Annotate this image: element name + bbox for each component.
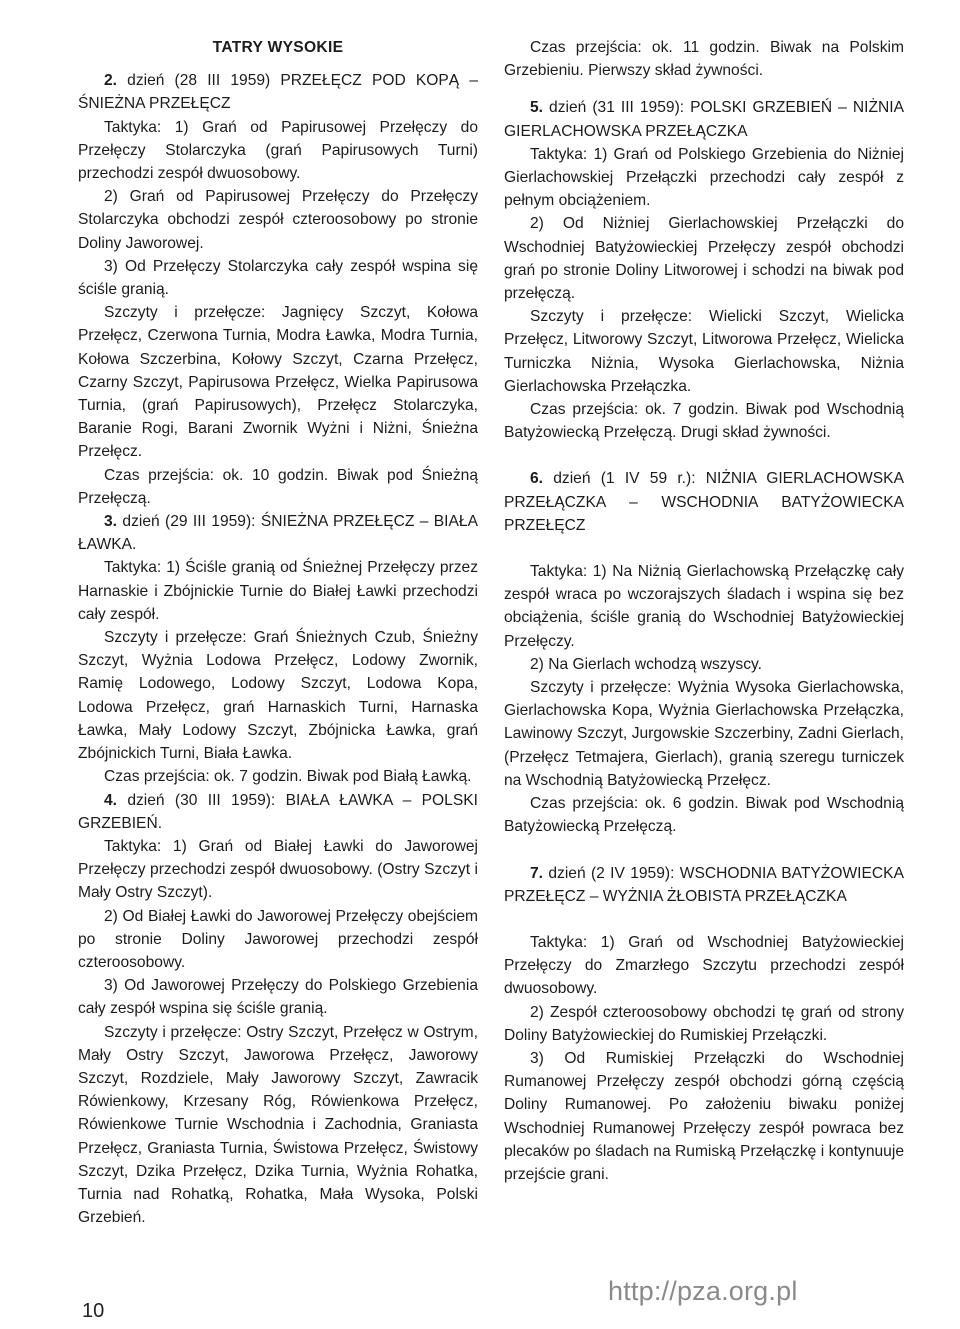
day-title: dzień (28 III 1959) PRZEŁĘCZ POD KOPĄ – ŚNIEŻNA PRZEŁĘCZ xyxy=(78,72,478,113)
paragraph: 2) Zespół czteroosobowy obchodzi tę grań od strony Doliny Batyżowieckiej do Rumiskiej Przełączki. xyxy=(504,1003,904,1044)
day-6-heading xyxy=(504,467,904,537)
spacer xyxy=(504,839,904,862)
day-title: dzień (30 III 1959): BIAŁA ŁAWKA – POLSKI GRZEBIEŃ. xyxy=(78,791,478,832)
day-number: 7. xyxy=(530,864,544,882)
paragraph: Czas przejścia: ok. 11 godzin. Biwak na Polskim Grzebieniu. Pierwszy skład żywności. xyxy=(504,39,904,80)
running-header: TATRY WYSOKIE xyxy=(212,39,344,56)
paragraph: Taktyka: 1) Grań od Polskiego Grzebienia do Niżniej Gierlachowskiej Przełączki przechodzi cały zespół z pełnym obciążeniem. xyxy=(504,145,904,210)
paragraph: Szczyty i przełęcze: Wielicki Szczyt, Wielicka Przełęcz, Litworowy Szczyt, Litworowa Przełęcz, Wielicka Turniczka Niżnia, Wysoka Gierlachowska, Niżnia Gierlachowska Przełączka. xyxy=(504,308,904,395)
day-number: 4. xyxy=(104,791,118,809)
paragraph: 3) Od Przełęczy Stolarczyka cały zespół wspina się ściśle granią. xyxy=(78,257,478,299)
paragraph: Szczyty i przełęcze: Grań Śnieżnych Czub, Śnieżny Szczyt, Wyżnia Lodowa Przełęcz, Lodowy Zwornik, Ramię Lodowego, Lodowy Szczyt, Lodowa Kopa, Lodowa Przełęcz, grań Harnaskich Turni, Harnaska Ławka, Mały Lodowy Szczyt, Zbójnicka Ławka, grań Zbójnickich Turni, Biała Ławka. xyxy=(78,629,478,763)
day-title: dzień (2 IV 1959): WSCHODNIA BATYŻOWIECKA PRZEŁĘCZ – WYŻNIA ŻŁOBISTA PRZEŁĄCZKA xyxy=(504,864,904,905)
paragraph: Czas przejścia: ok. 6 godzin. Biwak pod Wschodnią Batyżowiecką Przełęczą. xyxy=(504,795,904,836)
paragraph: Taktyka: 1) Grań od Wschodniej Batyżowieckiej Przełęczy do Zmarzłego Szczytu przechodzi zespół dwuosobowy. xyxy=(504,933,904,998)
paragraph: Szczyty i przełęcze: Ostry Szczyt, Przełęcz w Ostrym, Mały Ostry Szczyt, Jaworowa Przełęcz, Jaworowy Szczyt, Rozdziele, Mały Jaworowy Szczyt, Zawracik Rówienkowy, Krzesany Róg, Rówienkowa Przełęcz, Rówienkowe Turnie Wschodnia i Zachodnia, Graniasta Przełęcz, Graniasta Turnia, Świstowa Przełęcz, Świstowy Szczyt, Dzika Przełęcz, Dzika Turnia, Wyżnia Rohatka, Turnia nad Rohatką, Rohatka, Mała Wysoka, Polski Grzebień. xyxy=(78,1023,478,1227)
paragraph: 2) Na Gierlach wchodzą wszyscy. xyxy=(530,655,762,673)
paragraph: 3) Od Jaworowej Przełęczy do Polskiego Grzebienia cały zespół wspina się ściśle granią. xyxy=(78,977,478,1018)
paragraph: Szczyty i przełęcze: Wyżnia Wysoka Gierlachowska, Gierlachowska Kopa, Wyżnia Gierlachowska Przełączka, Lawinowy Szczyt, Jurgowskie Szczerbiny, Zadni Gierlach, (Przełęcz Tetmajera, Gierlach), granią szeregu turniczek na Wschodnią Batyżowiecką Przełęcz. xyxy=(504,679,904,789)
day-2-heading xyxy=(78,69,478,115)
watermark-url: http://pza.org.pl xyxy=(608,1276,798,1306)
paragraph: 3) Od Rumiskiej Przełączki do Wschodniej Rumanowej Przełęczy zespół obchodzi górną częścią Doliny Rumanowej. Po założeniu biwaku poniżej Wschodniej Rumanowej Przełęczy zespół powraca bez plecaków po śladach na Rumiską Przełączkę i kontynuuje przejście grani. xyxy=(504,1049,904,1183)
paragraph: Taktyka: 1) Ściśle granią od Śnieżnej Przełęczy przez Harnaskie i Zbójnickie Turnie do Białej Ławki przechodzi cały zespół. xyxy=(78,559,478,623)
day-5-heading xyxy=(504,96,904,142)
paragraph: Czas przejścia: ok. 7 godzin. Biwak pod Wschodnią Batyżowiecką Przełęczą. Drugi skład żywności. xyxy=(504,401,904,442)
day-7-heading xyxy=(504,862,904,908)
paragraph: Czas przejścia: ok. 7 godzin. Biwak pod Białą Ławką. xyxy=(104,768,472,786)
paragraph: Szczyty i przełęcze: Jagnięcy Szczyt, Kołowa Przełęcz, Czerwona Turnia, Modra Ławka, Modra Turnia, Kołowa Szczerbina, Kołowy Szczyt, Czarna Przełęcz, Czarny Szczyt, Papirusowa Przełęcz, Wielka Papirusowa Turnia, (grań Papirusowych), Przełęcz Stolarczyka, Baranie Rogi, Barani Zwornik Wyżni i Niżni, Śnieżna Przełęcz. xyxy=(78,304,478,461)
paragraph: Taktyka: 1) Na Niżnią Gierlachowską Przełączkę cały zespół wraca po wczorajszych śladach i wspina się bez obciążenia, ściśle granią do Wschodniej Batyżowieckiej Przełęczy. xyxy=(504,563,904,650)
paragraph: 2) Od Białej Ławki do Jaworowej Przełęczy obejściem po stronie Doliny Jaworowej przechodzi zespół czteroosobowy. xyxy=(78,907,478,971)
day-number: 6. xyxy=(530,470,544,488)
day-number: 3. xyxy=(104,513,118,531)
day-number: 2. xyxy=(104,72,118,90)
paragraph: Taktyka: 1) Grań od Białej Ławki do Jaworowej Przełęczy przechodzi zespół dwuosobowy. (Ostry Szczyt i Mały Ostry Szczyt). xyxy=(78,837,478,902)
spacer xyxy=(504,82,904,96)
day-title: dzień (29 III 1959): ŚNIEŻNA PRZEŁĘCZ – BIAŁA ŁAWKA. xyxy=(78,513,478,554)
paragraph: 2) Grań od Papirusowej Przełęczy do Przełęczy Stolarczyka obchodzi zespół czteroosobowy po stronie Doliny Jaworowej. xyxy=(78,188,478,252)
day-title: dzień (31 III 1959): POLSKI GRZEBIEŃ – NIŻNIA GIERLACHOWSKA PRZEŁĄCZKA xyxy=(504,99,904,140)
day-number: 5. xyxy=(530,99,544,117)
spacer xyxy=(504,908,904,931)
paragraph: Czas przejścia: ok. 10 godzin. Biwak pod Śnieżną Przełęczą. xyxy=(78,466,478,507)
left-column xyxy=(78,36,478,1229)
right-column xyxy=(504,36,904,1186)
day-4-heading xyxy=(78,789,478,835)
page-number: 10 xyxy=(82,1300,105,1322)
day-3-heading xyxy=(78,510,478,556)
spacer xyxy=(504,537,904,560)
spacer xyxy=(504,444,904,467)
paragraph: 2) Od Niżniej Gierlachowskiej Przełączki do Wschodniej Batyżowieckiej Przełęczy zespół obchodzi grań po stronie Doliny Litworowej i schodzi na biwak pod przełęczą. xyxy=(504,215,904,303)
day-title: dzień (1 IV 59 r.): NIŻNIA GIERLACHOWSKA PRZEŁĄCZKA – WSCHODNIA BATYŻOWIECKA PRZEŁĘCZ xyxy=(504,470,904,534)
paragraph: Taktyka: 1) Grań od Papirusowej Przełęczy do Przełęczy Stolarczyka (grań Papirusowych Turni) przechodzi zespół dwuosobowy. xyxy=(78,118,478,183)
